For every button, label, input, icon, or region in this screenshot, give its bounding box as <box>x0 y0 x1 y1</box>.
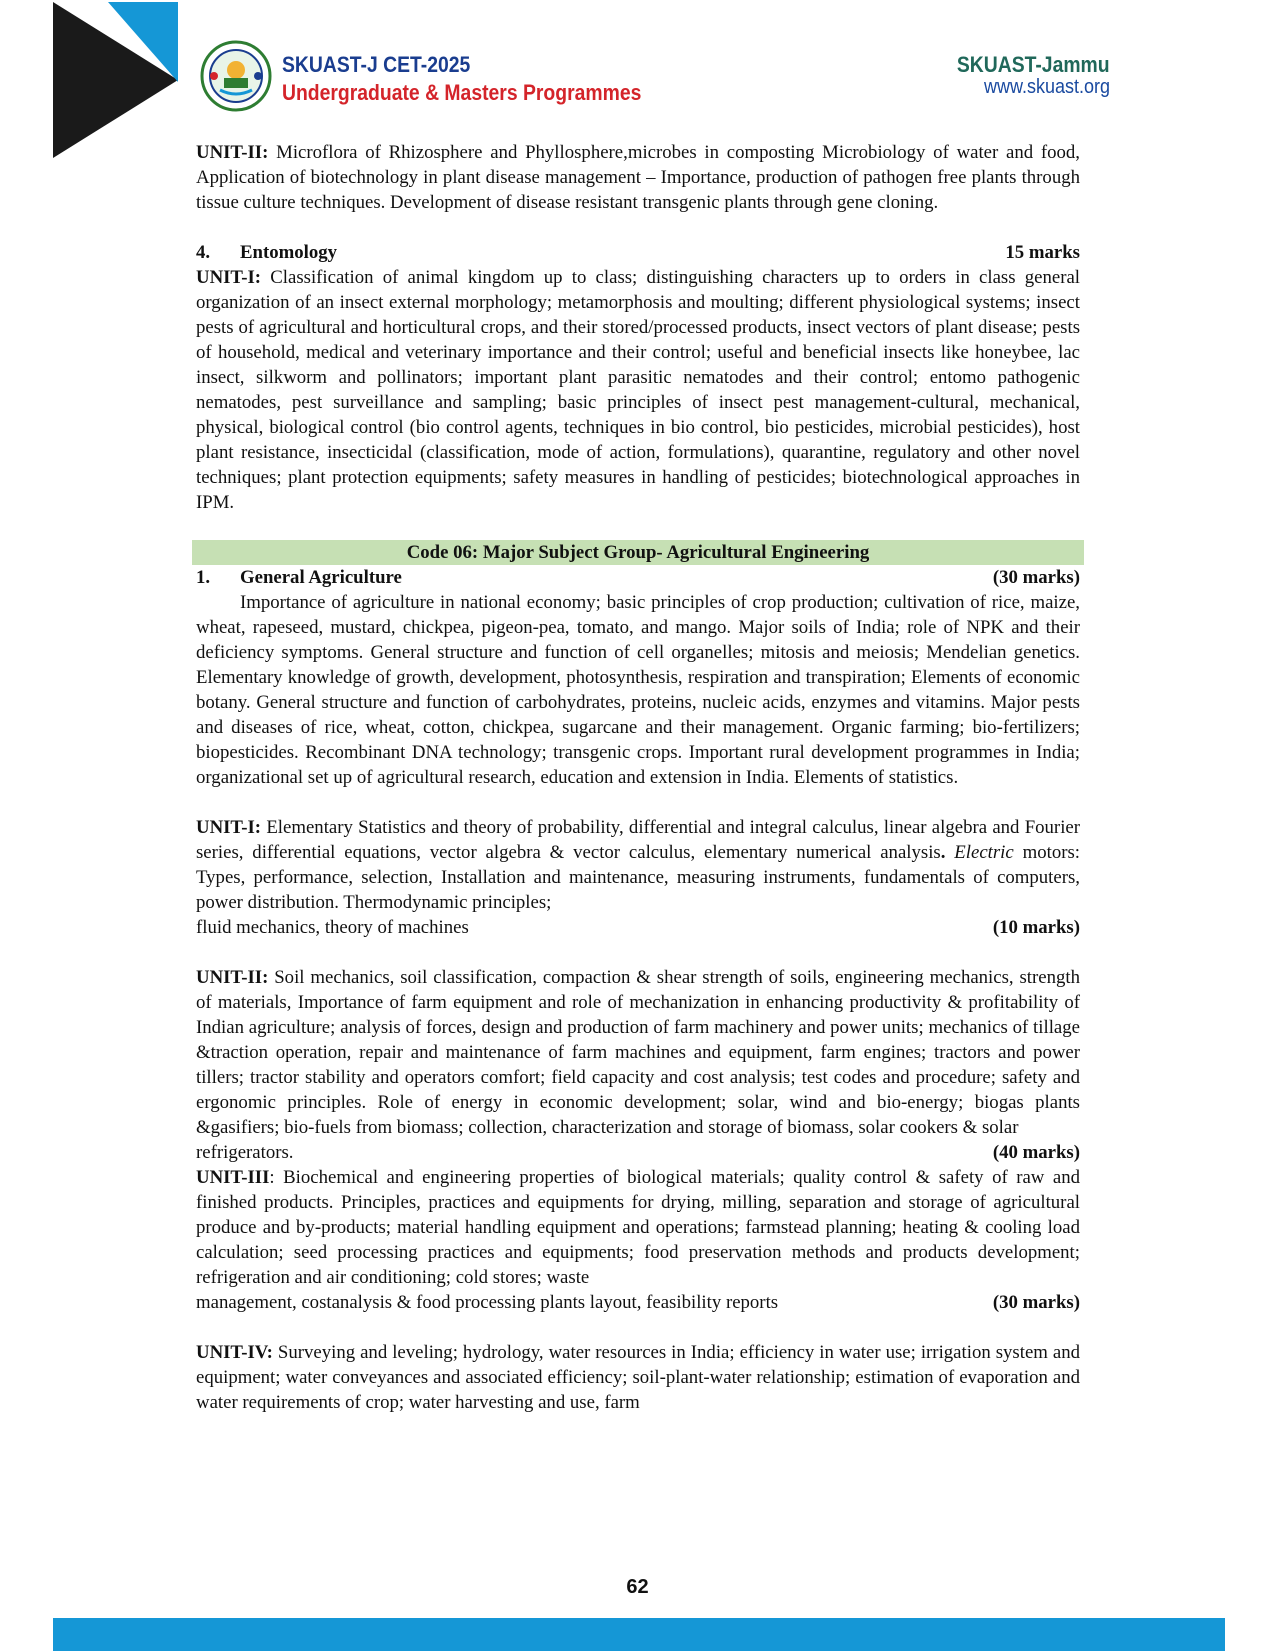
page-number: 62 <box>626 1576 649 1598</box>
unit-ii-engineering-paragraph <box>196 965 1080 1140</box>
paragraph-text: Surveying and leveling; hydrology, water resources in India; efficiency in water use; irrigation system and equipment; water conveyances and associated efficiency; soil-plant-water relationship; estimation of evaporation and water requirements of crop; water harvesting and use, farm <box>196 1342 1080 1413</box>
unit-i-last-line <box>196 915 1080 940</box>
unit-marks: (30 marks) <box>992 1292 1080 1313</box>
university-seal-logo <box>200 40 272 112</box>
unit-label: UNIT-I: <box>196 267 262 288</box>
unit-iv-paragraph <box>196 1340 1080 1415</box>
section-heading-general-agriculture <box>196 565 1080 590</box>
document-body <box>196 140 1080 1415</box>
section-title: Entomology <box>240 242 338 263</box>
italic-word: Electric <box>945 842 1014 863</box>
footer-bar <box>53 1618 1225 1651</box>
header-subtitle: Undergraduate & Masters Programmes <box>282 80 642 105</box>
unit-ii-paragraph <box>196 140 1080 215</box>
paragraph-text: Soil mechanics, soil classification, compaction & shear strength of soils, engineering mechanics, strength of materials, Importance of farm equipment and role of mechanization in enhancing productivity & profitability of Indian agriculture; analysis of forces, design and production of farm machinery and power units; mechanics of tillage &traction operation, repair and maintenance of farm machines and equipment, farm engines; tractors and power tillers; tractor stability and operators comfort; field capacity and cost analysis; test codes and procedure; safety and ergonomic principles. Role of energy in economic development; solar, wind and bio-energy; biogas plants &gasifiers; bio-fuels from biomass; collection, characterization and storage of biomass, solar cookers & solar <box>196 967 1080 1138</box>
section-title: General Agriculture <box>240 567 402 588</box>
paragraph-last-line: refrigerators. <box>196 1142 294 1163</box>
section-marks: (30 marks) <box>992 567 1080 588</box>
entomology-unit-i <box>196 265 1080 515</box>
paragraph-text: : Biochemical and engineering properties of biological materials; quality control & safety of raw and finished products. Principles, practices and equipments for drying, milling, separation and storage of agricultural produce and by-products; material handling equipment and operations; farmstead planning; heating & cooling load calculation; seed processing practices and equipments; food preservation methods and products development; refrigeration and air conditioning; cold stores; waste <box>196 1167 1080 1288</box>
unit-label: UNIT-IV: <box>196 1342 273 1363</box>
paragraph-last-line: fluid mechanics, theory of machines <box>196 917 469 938</box>
header-university: SKUAST-Jammu <box>957 52 1110 77</box>
header-title: SKUAST-J CET-2025 <box>282 52 471 77</box>
unit-label: UNIT-III <box>196 1167 270 1188</box>
paragraph-text: Classification of animal kingdom up to class; distinguishing characters up to orders in class general organization of an insect external morphology; metamorphosis and moulting; different physiological systems; insect pests of agricultural and horticultural crops, and their stored/processed products, insect vectors of plant disease; pests of household, medical and veterinary importance and their control; useful and beneficial insects like honeybee, lac insect, silkworm and pollinators; important plant parasitic nematodes and their control; entomo pathogenic nematodes, pest surveillance and sampling; basic principles of insect pest management-cultural, mechanical, physical, biological control (bio control agents, techniques in bio control, bio pesticides, microbial pesticides), host plant resistance, insecticidal (classification, mode of action, formulations), quarantine, regulatory and other novel techniques; plant protection equipments; safety measures in handling of pesticides; biotechnological approaches in IPM. <box>196 267 1080 513</box>
header-website: www.skuast.org <box>983 76 1110 98</box>
section-marks: 15 marks <box>1005 242 1080 263</box>
unit-i-paragraph <box>196 815 1080 915</box>
paragraph-text-cont: motors: Types, performance, selection, Installation and maintenance, measuring instruments, fundamentals of computers, power distribution. Thermodynamic principles; <box>196 842 1080 913</box>
unit-label: UNIT-II: <box>196 967 269 988</box>
unit-iii-paragraph <box>196 1165 1080 1290</box>
section-number: 1. <box>196 567 211 588</box>
subject-group-band: Code 06: Major Subject Group- Agricultural Engineering <box>192 540 1084 565</box>
bold-period: . <box>940 842 946 863</box>
paragraph-text: Elementary Statistics and theory of probability, differential and integral calculus, linear algebra and Fourier series, differential equations, vector algebra & vector calculus, elementary numerical analysis <box>196 817 1080 863</box>
paragraph-last-line: management, costanalysis & food processing plants layout, feasibility reports <box>196 1292 779 1313</box>
section-number: 4. <box>196 242 211 263</box>
paragraph-text: Microflora of Rhizosphere and Phyllosphere,microbes in composting Microbiology of water and food, Application of biotechnology in plant disease management – Importance, production of pathogen free plants through tissue culture techniques. Development of disease resistant transgenic plants through gene cloning. <box>196 142 1080 213</box>
unit-marks: (10 marks) <box>992 917 1080 938</box>
section-heading-entomology <box>196 240 1080 265</box>
unit-ii-last-line <box>196 1140 1080 1165</box>
unit-iii-last-line <box>196 1290 1080 1315</box>
unit-label: UNIT-I: <box>196 817 262 838</box>
unit-marks: (40 marks) <box>992 1142 1080 1163</box>
general-agriculture-text: Importance of agriculture in national economy; basic principles of crop production; cultivation of rice, maize, wheat, rapeseed, mustard, chickpea, pigeon-pea, tomato, and mango. Major soils of India; role of NPK and their deficiency symptoms. General structure and function of cell organelles; mitosis and meiosis; Mendelian genetics. Elementary knowledge of growth, development, photosynthesis, respiration and transpiration; Elements of economic botany. General structure and function of carbohydrates, proteins, nucleic acids, enzymes and vitamins. Major pests and diseases of rice, wheat, cotton, chickpea, sugarcane and their management. Organic farming; bio-fertilizers; biopesticides. Recombinant DNA technology; transgenic crops. Important rural development programmes in India; organizational set up of agricultural research, education and extension in India. Elements of statistics. <box>196 592 1080 788</box>
unit-label: UNIT-II: <box>196 142 269 163</box>
